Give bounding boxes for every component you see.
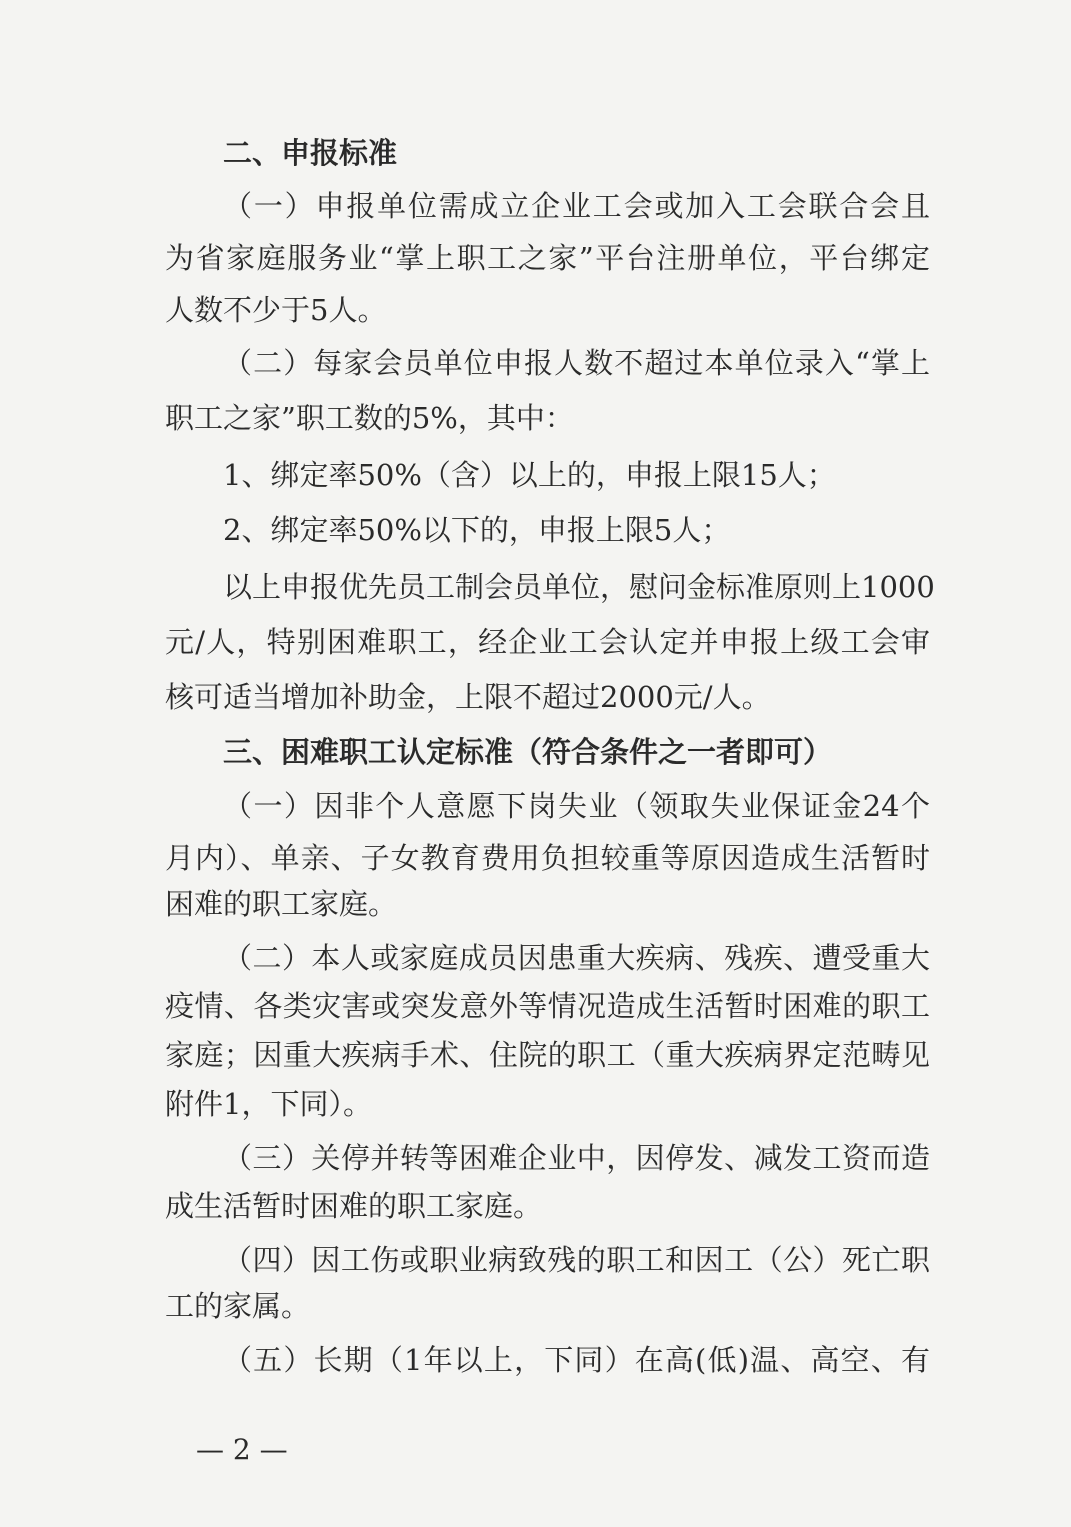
paragraph-line: 家庭；因重大疾病手术、住院的职工（重大疾病界定范畴见 [165, 1038, 930, 1072]
paragraph-line: 核可适当增加补助金，上限不超过2000元/人。 [165, 680, 771, 714]
paragraph-line: （三）关停并转等困难企业中，因停发、减发工资而造 [223, 1141, 930, 1175]
paragraph-line: 职工之家”职工数的5%，其中： [165, 401, 574, 435]
paragraph-line: （二）本人或家庭成员因患重大疾病、残疾、遭受重大 [223, 941, 930, 975]
paragraph-line: 困难的职工家庭。 [165, 887, 398, 921]
list-item: 1、绑定率50%（含）以上的，申报上限15人； [223, 458, 836, 492]
section-heading-3: 三、困难职工认定标准（符合条件之一者即可） [223, 735, 833, 769]
list-item: 2、绑定率50%以下的，申报上限5人； [223, 513, 731, 547]
paragraph-line: 月内）、单亲、子女教育费用负担较重等原因造成生活暂时 [165, 841, 930, 875]
paragraph-line: （一）因非个人意愿下岗失业（领取失业保证金24个 [223, 789, 930, 823]
page-number: — 2 — [196, 1433, 288, 1466]
paragraph-line: 以上申报优先员工制会员单位，慰问金标准原则上1000 [223, 570, 935, 604]
paragraph-line: 成生活暂时困难的职工家庭。 [165, 1189, 543, 1223]
paragraph-line: 疫情、各类灾害或突发意外等情况造成生活暂时困难的职工 [165, 989, 930, 1023]
paragraph-line: 为省家庭服务业“掌上职工之家”平台注册单位，平台绑定 [165, 241, 930, 275]
paragraph-line: （五）长期（1年以上，下同）在高(低)温、高空、有 [223, 1343, 930, 1377]
paragraph-line: （一）申报单位需成立企业工会或加入工会联合会且 [223, 189, 930, 223]
paragraph-line: 工的家属。 [165, 1289, 311, 1323]
paragraph-line: 附件1，下同）。 [165, 1087, 372, 1121]
section-heading-2: 二、申报标准 [223, 136, 398, 170]
paragraph-line: （二）每家会员单位申报人数不超过本单位录入“掌上 [223, 346, 930, 380]
paragraph-line: （四）因工伤或职业病致残的职工和因工（公）死亡职 [223, 1243, 930, 1277]
paragraph-line: 元/人，特别困难职工，经企业工会认定并申报上级工会审 [165, 625, 930, 659]
paragraph-line: 人数不少于5人。 [165, 293, 387, 327]
